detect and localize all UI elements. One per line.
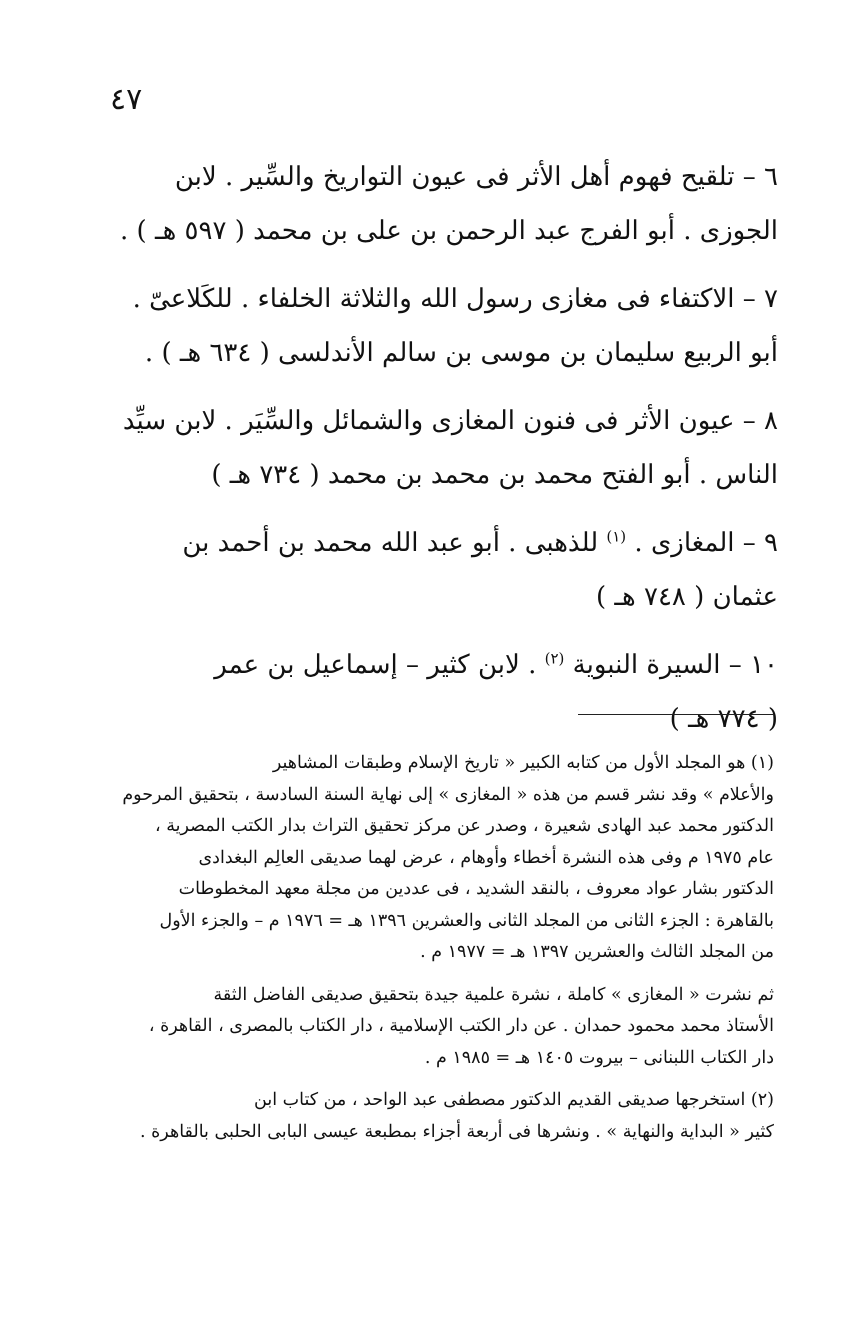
footnote-line: الأستاذ محمد محمود حمدان . عن دار الكتب الإسلامية ، دار الكتاب بالمصرى ، القاهرة ، <box>148 1016 774 1036</box>
entry-9 <box>100 516 778 624</box>
bibliography-list <box>100 150 778 760</box>
entry-line: الجوزى . أبو الفرج عبد الرحمن بن على بن محمد ( ٥٩٧ هـ ) . <box>120 216 778 246</box>
page-number: ٤٧ <box>110 82 143 117</box>
entry-text: . لابن كثير – إسماعيل بن عمر <box>214 650 537 680</box>
entry-line: ٦ – تلقيح فهوم أهل الأثر فى عيون التواريخ والسِّير . لابن <box>174 162 778 192</box>
entry-line: أبو الربيع سليمان بن موسى بن سالم الأندلسى ( ٦٣٤ هـ ) . <box>144 338 778 368</box>
footnote-line: (١) هو المجلد الأول من كتابه الكبير « تاريخ الإسلام وطبقات المشاهير <box>272 753 774 773</box>
footnote-line: من المجلد الثالث والعشرين ١٣٩٧ هـ = ١٩٧٧ م . <box>420 942 774 962</box>
entry-8 <box>100 394 778 502</box>
footnote-line: بالقاهرة : الجزء الثانى من المجلد الثانى والعشرين ١٣٩٦ هـ = ١٩٧٦ م – والجزء الأول <box>159 910 774 931</box>
entry-line: ٧ – الاكتفاء فى مغازى رسول الله والثلاثة الخلفاء . للكَلاعىّ . <box>132 284 778 314</box>
footnote-ref-2[interactable]: (٢) <box>544 649 565 668</box>
footnotes <box>104 748 774 1159</box>
footnote-line: عام ١٩٧٥ م وفى هذه النشرة أخطاء وأوهام ، عرض لهما صديقى العالِم البغدادى <box>198 847 774 868</box>
entry-line: الناس . أبو الفتح محمد بن محمد بن محمد ( ٧٣٤ هـ ) <box>211 460 778 490</box>
footnote-1-continuation <box>104 980 774 1075</box>
footnote-line: كثير « البداية والنهاية » . ونشرها فى أربعة أجزاء بمطبعة عيسى البابى الحلبى بالقاهرة . <box>140 1121 774 1142</box>
entry-line: عثمان ( ٧٤٨ هـ ) <box>595 582 778 612</box>
entry-text: للذهبى . أبو عبد الله محمد بن أحمد بن <box>182 528 599 558</box>
footnote-2 <box>104 1085 774 1148</box>
entry-6 <box>100 150 778 258</box>
footnote-line: ثم نشرت « المغازى » كاملة ، نشرة علمية جيدة بتحقيق صديقى الفاضل الثقة <box>213 984 774 1005</box>
entry-text: ٩ – المغازى . <box>634 528 778 558</box>
footnote-line: (٢) استخرجها صديقى القديم الدكتور مصطفى عبد الواحد ، من كتاب ابن <box>254 1090 774 1110</box>
entry-text: ١٠ – السيرة النبوية <box>572 650 778 680</box>
entry-line: ( ٧٧٤ هـ ) <box>669 704 778 734</box>
footnote-1 <box>104 748 774 969</box>
entry-7 <box>100 272 778 380</box>
footnote-line: الدكتور بشار عواد معروف ، بالنقد الشديد ، فى عددين من مجلة معهد المخطوطات <box>178 879 774 899</box>
footnote-ref-1[interactable]: (١) <box>606 527 627 546</box>
entry-10 <box>100 638 778 746</box>
footnote-separator <box>578 714 773 715</box>
footnote-line: دار الكتاب اللبنانى – بيروت ١٤٠٥ هـ = ١٩٨٥ م . <box>424 1047 774 1068</box>
entry-line: ٨ – عيون الأثر فى فنون المغازى والشمائل والسِّيَر . لابن سيِّد <box>122 406 778 436</box>
footnote-line: الدكتور محمد عبد الهادى شعيرة ، وصدر عن مركز تحقيق التراث بدار الكتب المصرية ، <box>154 816 774 836</box>
footnote-line: والأعلام » وقد نشر قسم من هذه « المغازى » إلى نهاية السنة السادسة ، بتحقيق المرحوم <box>122 784 774 805</box>
